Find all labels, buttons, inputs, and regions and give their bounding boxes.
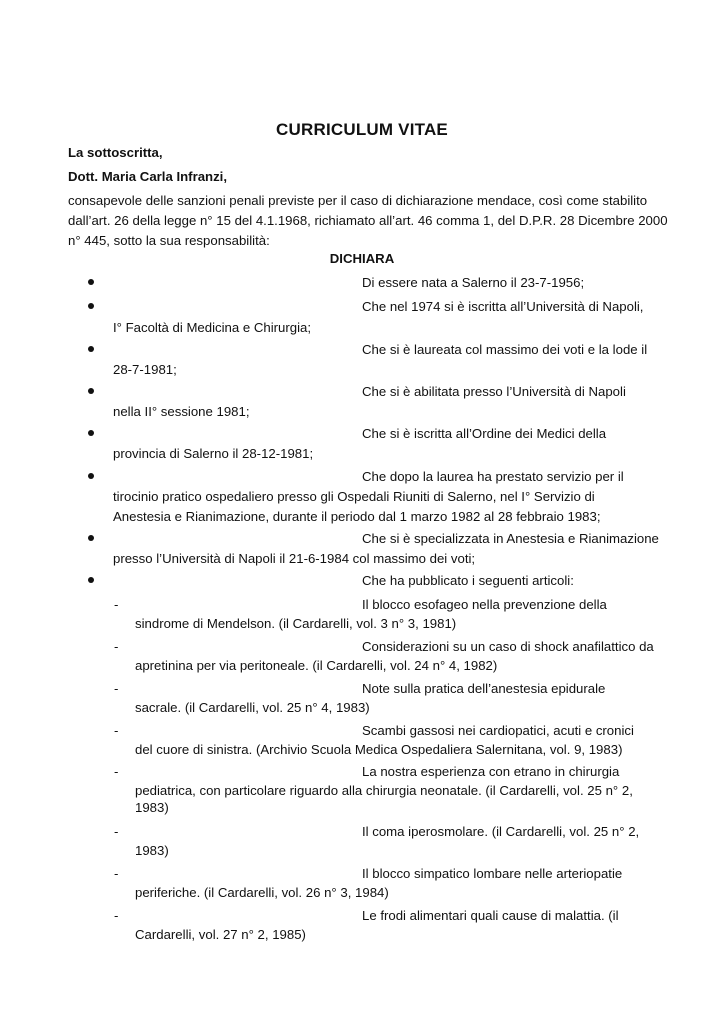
article-continuation: Cardarelli, vol. 27 n° 2, 1985)	[135, 927, 306, 942]
article-continuation: del cuore di sinistra. (Archivio Scuola Medica Ospedaliera Salernitana, vol. 9, 1983)	[135, 742, 623, 757]
article-item: Scambi gassosi nei cardiopatici, acuti e cronici	[362, 723, 634, 738]
article-continuation: 1983)	[135, 800, 169, 815]
list-item-continuation: tirocinio pratico ospedaliero presso gli Ospedali Riuniti di Salerno, nel I° Servizio di	[113, 489, 595, 504]
bullet-icon	[86, 573, 96, 583]
bullet-icon	[86, 384, 96, 394]
list-item: Che ha pubblicato i seguenti articoli:	[362, 573, 574, 588]
list-item: Che si è specializzata in Anestesia e Rianimazione	[362, 531, 659, 546]
list-item-continuation: provincia di Salerno il 28-12-1981;	[113, 446, 314, 461]
dash-marker: -	[114, 681, 119, 696]
dash-marker: -	[114, 866, 119, 881]
dash-marker: -	[114, 908, 119, 923]
bullet-icon	[86, 299, 96, 309]
article-item: La nostra esperienza con etrano in chirurgia	[362, 764, 620, 779]
dash-marker: -	[114, 597, 119, 612]
bullet-icon	[86, 469, 96, 479]
article-continuation: sacrale. (il Cardarelli, vol. 25 n° 4, 1983)	[135, 700, 370, 715]
list-item: Che si è iscritta all’Ordine dei Medici della	[362, 426, 607, 441]
list-item-continuation: Anestesia e Rianimazione, durante il periodo dal 1 marzo 1982 al 28 febbraio 1983;	[113, 509, 601, 524]
dash-marker: -	[114, 824, 119, 839]
document-title: CURRICULUM VITAE	[276, 120, 448, 139]
list-item-continuation: I° Facoltà di Medicina e Chirurgia;	[113, 320, 312, 335]
intro-paragraph: consapevole delle sanzioni penali previste per il caso di dichiarazione mendace, così come stabilito dall’art. 26 della legge n° 15 del 4.1.1968, richiamato all’art. 46 comma 1, del D.P.R. 28 Dicembre 2000 n° 445, sotto la sua responsabilità:	[68, 193, 668, 248]
article-item: Considerazioni su un caso di shock anafilattico da	[362, 639, 654, 654]
dash-marker: -	[114, 639, 119, 654]
bullet-icon	[86, 342, 96, 352]
bullet-icon	[86, 275, 96, 285]
article-continuation: 1983)	[135, 843, 169, 858]
article-continuation: periferiche. (il Cardarelli, vol. 26 n° 3, 1984)	[135, 885, 389, 900]
list-item-continuation: 28-7-1981;	[113, 362, 177, 377]
article-continuation: pediatrica, con particolare riguardo alla chirurgia neonatale. (il Cardarelli, vol. 25 n° 2,	[135, 783, 633, 798]
article-item: Note sulla pratica dell’anestesia epidurale	[362, 681, 606, 696]
article-item: Il coma iperosmolare. (il Cardarelli, vol. 25 n° 2,	[362, 824, 640, 839]
list-item: Che nel 1974 si è iscritta all’Università di Napoli,	[362, 299, 644, 314]
article-continuation: sindrome di Mendelson. (il Cardarelli, vol. 3 n° 3, 1981)	[135, 616, 457, 631]
article-item: Il blocco esofageo nella prevenzione della	[362, 597, 607, 612]
dash-marker: -	[114, 764, 119, 779]
list-item: Che si è laureata col massimo dei voti e la lode il	[362, 342, 648, 357]
list-item-continuation: nella II° sessione 1981;	[113, 404, 250, 419]
list-item: Che dopo la laurea ha prestato servizio per il	[362, 469, 624, 484]
list-item-continuation: presso l’Università di Napoli il 21-6-1984 col massimo dei voti;	[113, 551, 476, 566]
section-heading: DICHIARA	[329, 251, 395, 266]
list-item: Di essere nata a Salerno il 23-7-1956;	[362, 275, 585, 290]
dash-marker: -	[114, 723, 119, 738]
list-item: Che si è abilitata presso l’Università di Napoli	[362, 384, 626, 399]
intro-line-2: Dott. Maria Carla Infranzi,	[68, 169, 228, 184]
intro-line-1: La sottoscritta,	[68, 145, 163, 160]
bullet-icon	[86, 426, 96, 436]
article-continuation: apretinina per via peritoneale. (il Cardarelli, vol. 24 n° 4, 1982)	[135, 658, 498, 673]
bullet-icon	[86, 531, 96, 541]
article-item: Le frodi alimentari quali cause di malattia. (il	[362, 908, 619, 923]
article-item: Il blocco simpatico lombare nelle arteriopatie	[362, 866, 623, 881]
